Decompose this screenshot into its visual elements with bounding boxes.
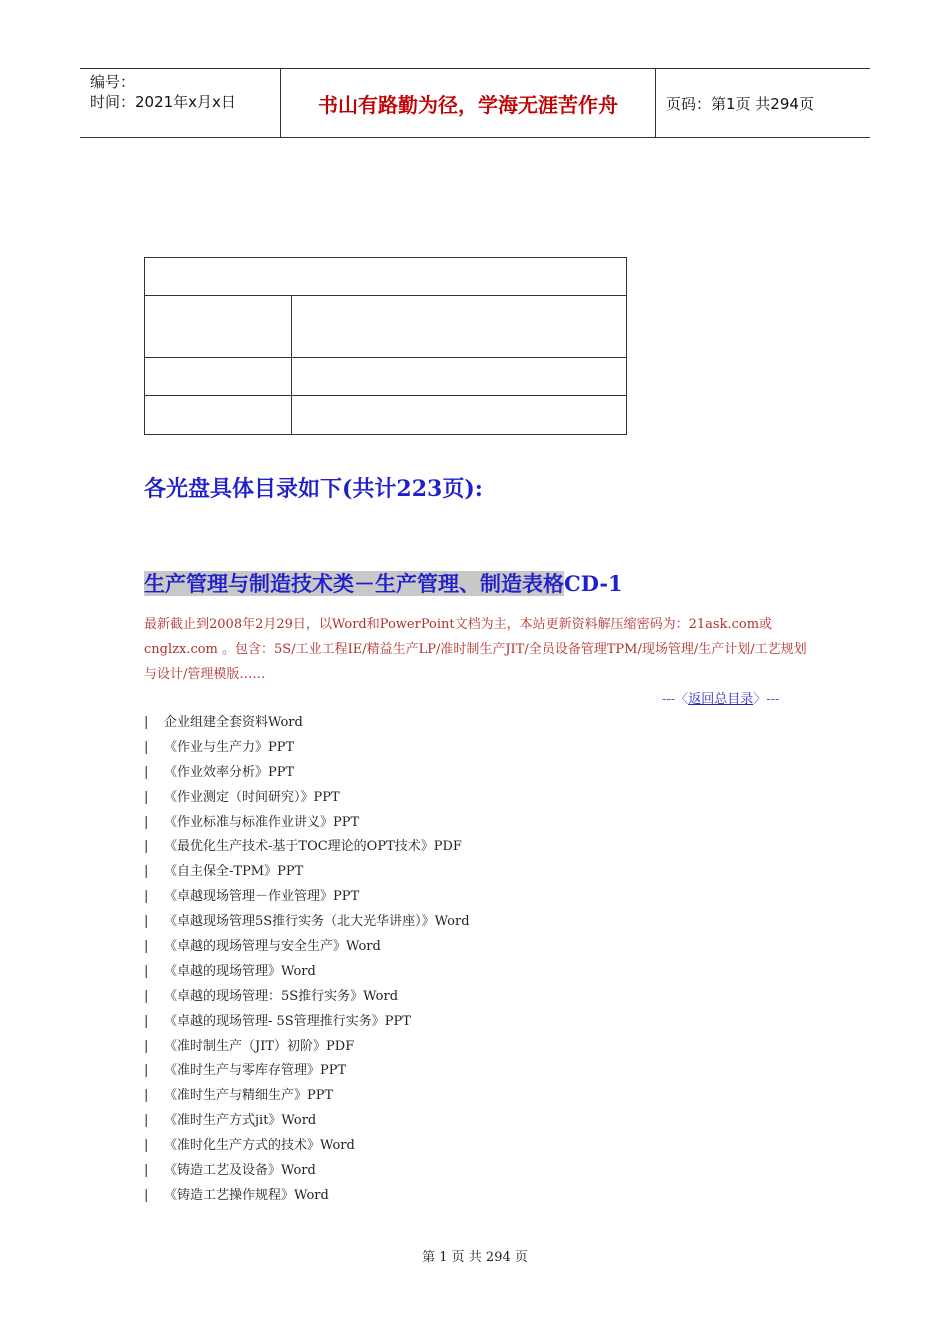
list-item-label: 《作业标准与标准作业讲义》PPT (164, 814, 360, 830)
section-title-highlight: 生产管理与制造技术类－生产管理、制造表格 (144, 571, 564, 596)
list-bullet: | (144, 988, 149, 1004)
list-item-label: 《作业效率分析》PPT (164, 764, 295, 780)
list-bullet: | (144, 1138, 149, 1154)
table-cell (292, 296, 627, 358)
section-title (144, 568, 623, 598)
toc-title: 各光盘具体目录如下(共计223页): (144, 476, 483, 502)
list-bullet: | (144, 715, 149, 730)
list-item-label: 《卓越现场管理5S推行实务（北大光华讲座）》Word (164, 914, 470, 930)
back-prefix: ---〈 (662, 692, 689, 707)
list-item (144, 1010, 470, 1035)
list-item-label: 《卓越的现场管理：5S推行实务》Word (164, 988, 399, 1004)
list-item-label: 《铸造工艺操作规程》Word (164, 1187, 329, 1203)
list-item (144, 1035, 470, 1060)
list-bullet: | (144, 889, 149, 905)
section-title-suffix: CD-1 (564, 571, 623, 596)
list-item-label: 《准时生产方式jit》Word (164, 1113, 317, 1129)
list-bullet: | (144, 1063, 149, 1079)
table-cell (292, 358, 627, 396)
page-footer: 第 1 页 共 294 页 (422, 1250, 528, 1265)
time-label: 时间：2021年x月x日 (90, 93, 236, 111)
list-bullet: | (144, 764, 149, 780)
list-bullet: | (144, 814, 149, 830)
list-item (144, 860, 470, 885)
list-item-label: 《卓越现场管理－作业管理》PPT (164, 889, 360, 905)
list-bullet: | (144, 1163, 149, 1179)
table-cell (145, 358, 292, 396)
back-to-toc-link[interactable]: 返回总目录 (688, 692, 754, 707)
table-cell (145, 396, 292, 435)
section-description: 最新截止到2008年2月29日，以Word和PowerPoint文档为主，本站更新资料解压缩密码为：21ask.com或cnglzx.com 。包含：5S/工业工程IE/精益生产LP/准时制生产JIT/全员设备管理TPM/现场管理/生产计划/工艺规划与设计/管理模版…… (144, 617, 807, 682)
table-cell (145, 296, 292, 358)
list-item (144, 985, 470, 1010)
list-item-label: 《准时生产与精细生产》PPT (164, 1088, 334, 1104)
list-item-label: 《作业测定（时间研究）》PPT (164, 789, 340, 805)
list-item-label: 《自主保全-TPM》PPT (164, 864, 304, 880)
list-bullet: | (144, 914, 149, 930)
table-cell (292, 396, 627, 435)
number-label: 编号： (90, 73, 136, 91)
list-item-label: 《卓越的现场管理》Word (164, 963, 316, 979)
back-suffix: 〉--- (753, 692, 780, 707)
list-item (144, 1134, 470, 1159)
list-item (144, 786, 470, 811)
list-bullet: | (144, 1113, 149, 1129)
list-item (144, 711, 470, 736)
list-item-label: 《卓越的现场管理- 5S管理推行实务》PPT (164, 1013, 411, 1029)
list-item (144, 960, 470, 985)
header-page-info: 页码：第1页 共294页 (666, 94, 814, 113)
list-bullet: | (144, 789, 149, 805)
list-bullet: | (144, 864, 149, 880)
empty-info-table (144, 257, 627, 435)
list-item (144, 1184, 470, 1209)
list-item (144, 1084, 470, 1109)
document-list (144, 711, 470, 1209)
list-item-label: 《准时制生产（JIT）初阶》PDF (164, 1038, 355, 1054)
list-bullet: | (144, 1187, 149, 1203)
list-item-label: 《卓越的现场管理与安全生产》Word (164, 939, 381, 955)
list-item (144, 1109, 470, 1134)
list-bullet: | (144, 1013, 149, 1029)
list-bullet: | (144, 1038, 149, 1054)
list-bullet: | (144, 939, 149, 955)
list-item-label: 《准时化生产方式的技术》Word (164, 1138, 355, 1154)
list-item (144, 910, 470, 935)
list-item (144, 1159, 470, 1184)
list-item-label: 《准时生产与零库存管理》PPT (164, 1063, 347, 1079)
list-item-label: 《作业与生产力》PPT (164, 739, 295, 755)
list-bullet: | (144, 1088, 149, 1104)
header-motto: 书山有路勤为径，学海无涯苦作舟 (280, 69, 656, 137)
list-bullet: | (144, 963, 149, 979)
list-bullet: | (144, 739, 149, 755)
list-item-label: 《铸造工艺及设备》Word (164, 1163, 316, 1179)
table-cell (145, 258, 627, 296)
list-bullet: | (144, 839, 149, 855)
list-item (144, 811, 470, 836)
list-item (144, 761, 470, 786)
list-item (144, 835, 470, 860)
list-item (144, 935, 470, 960)
back-to-toc (662, 688, 779, 707)
list-item (144, 736, 470, 761)
page-header (80, 68, 870, 138)
list-item-label: 《最优化生产技术-基于TOC理论的OPT技术》PDF (164, 839, 462, 855)
list-item (144, 1059, 470, 1084)
header-meta (80, 69, 280, 137)
list-item-label: 企业组建全套资料Word (164, 715, 303, 730)
list-item (144, 885, 470, 910)
